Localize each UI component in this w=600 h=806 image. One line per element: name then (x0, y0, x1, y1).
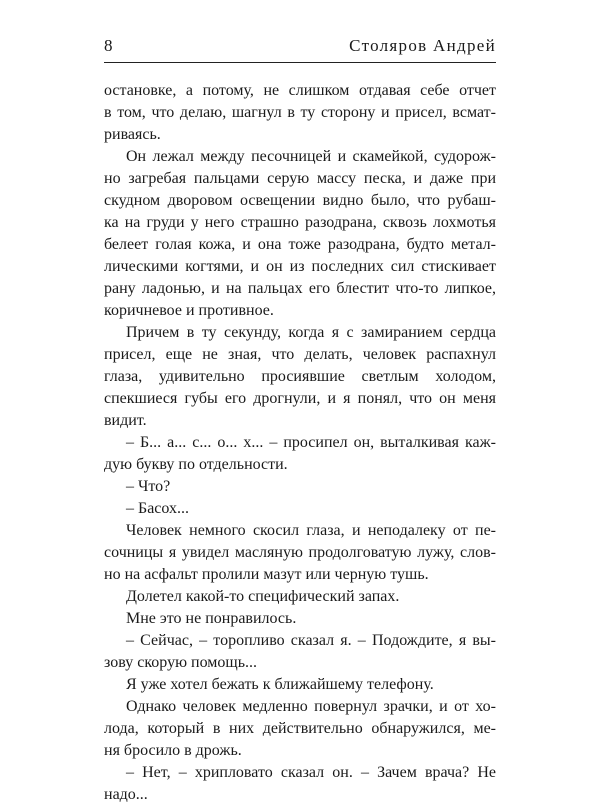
text-line: но на асфальт пролили мазут или черную тушь. (104, 566, 429, 583)
text-line: ка на груди у него страшно разодрана, сквозь лохмотья (104, 214, 496, 231)
text-line: зову скорую помощь... (104, 654, 258, 671)
text-line: спекшиеся губы его дрогнули, и я понял, что он меня (104, 390, 496, 407)
text-line: но загребая пальцами серую массу песка, и даже при (104, 170, 496, 187)
text-line: Он лежал между песочницей и скамейкой, судорож- (126, 148, 496, 165)
text-line: лода, который в них действительно обнаружился, ме- (104, 720, 496, 737)
text-line: рану ладонью, и на пальцах его блестит что-то липкое, (104, 280, 496, 297)
text-line: сочницы я увидел масляную продолговатую лужу, слов- (104, 544, 496, 561)
text-line: белеет голая кожа, и она тоже разодрана, будто метал- (104, 236, 496, 253)
text-line: – Сейчас, – торопливо сказал я. – Подождите, я вы- (126, 632, 496, 649)
text-line: – Б... а... с... о... х... – просипел он, выталкивая каж- (126, 434, 496, 451)
text-line: Мне это не понравилось. (126, 610, 297, 627)
text-line: ня бросило в дрожь. (104, 742, 242, 759)
text-line: надо... (104, 786, 148, 803)
page-number: 8 (104, 36, 113, 55)
text-line: дую букву по отдельности. (104, 456, 288, 473)
text-line: Причем в ту секунду, когда я с замиранием сердца (126, 324, 496, 341)
body-text (104, 80, 496, 806)
text-line: – Нет, – хрипловато сказал он. – Зачем врача? Не (126, 764, 496, 781)
text-line: лическими когтями, и он из последних сил стискивает (104, 258, 496, 275)
text-line: остановке, а потому, не слишком отдавая себе отчет (104, 82, 496, 99)
running-head: Столяров Андрей (349, 36, 496, 55)
text-line: – Басох... (126, 500, 189, 517)
text-line: Человек немного скосил глаза, и неподалеку от пе- (126, 522, 496, 539)
text-line: Я уже хотел бежать к ближайшему телефону. (126, 676, 434, 693)
text-line: риваясь. (104, 126, 161, 143)
text-line: Долетел какой-то специфический запах. (126, 588, 400, 605)
text-line: Однако человек медленно повернул зрачки, и от хо- (126, 698, 496, 715)
text-line: видит. (104, 412, 147, 429)
page-header (104, 36, 496, 63)
text-line: коричневое и противное. (104, 302, 274, 319)
text-line: – Что? (126, 478, 171, 495)
text-line: присел, еще не зная, что делать, человек распахнул (104, 346, 496, 363)
text-line: глаза, удивительно просиявшие светлым холодом, (104, 368, 496, 385)
text-line: в том, что делаю, шагнул в ту сторону и присел, всмат- (104, 104, 496, 121)
text-line: скудном дворовом освещении видно было, что рубаш- (104, 192, 496, 209)
